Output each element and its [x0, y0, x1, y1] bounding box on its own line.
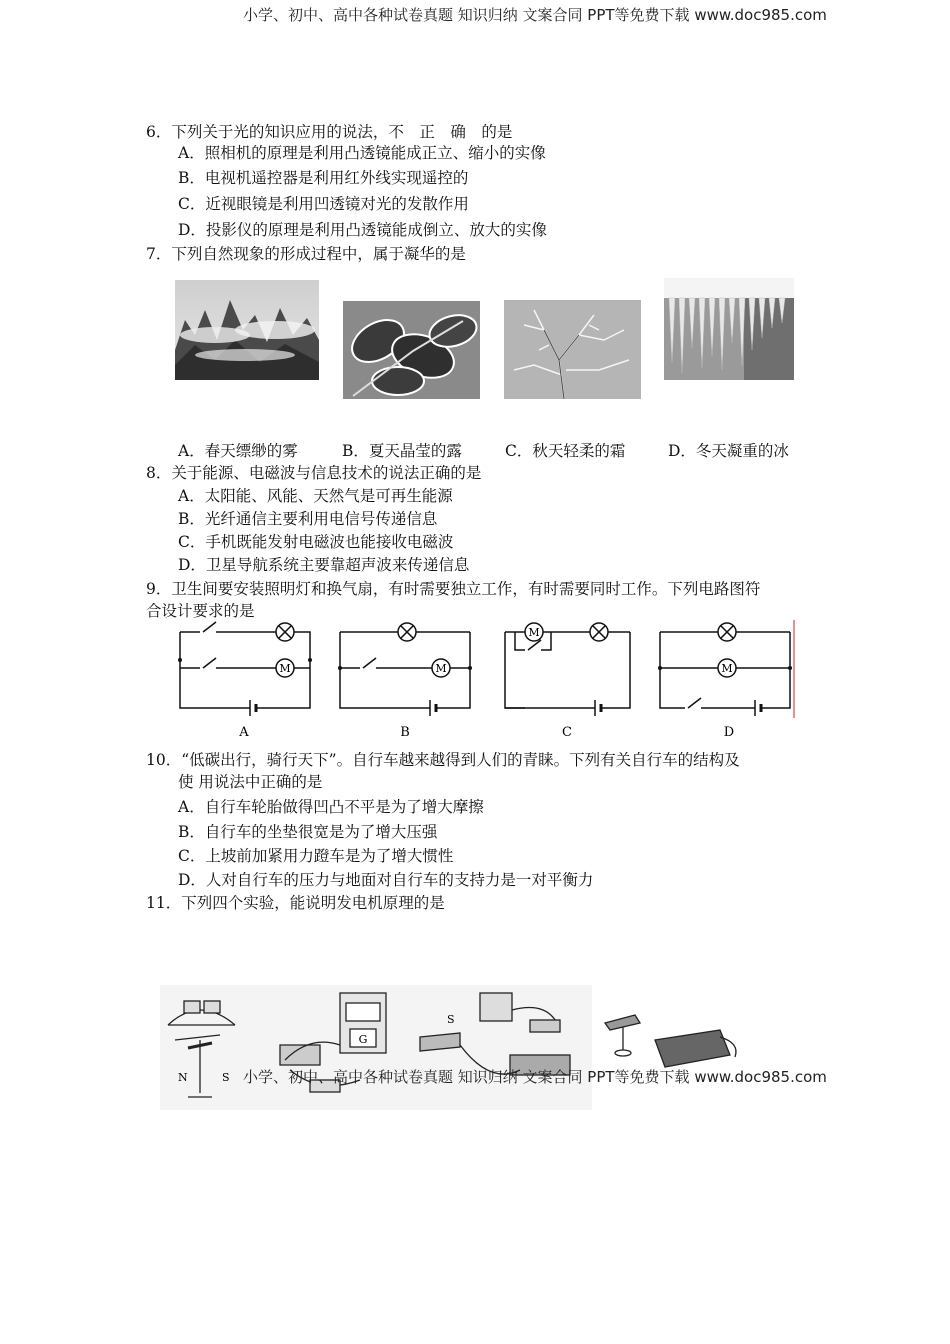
- question-9-stem-line2: 合设计要求的是: [146, 602, 255, 620]
- question-10-stem-line1: 10．“低碳出行，骑行天下”。自行车越来越得到人们的青睐。下列有关自行车的结构及: [146, 751, 740, 769]
- frost-branches-photo: [504, 300, 641, 399]
- question-10-option-d: D．人对自行车的压力与地面对自行车的支持力是一对平衡力: [178, 871, 594, 889]
- question-11-stem: 11．下列四个实验，能说明发电机原理的是: [146, 894, 445, 912]
- question-6-option-a: A．照相机的原理是利用凸透镜能成正立、缩小的实像: [178, 144, 546, 162]
- circuit-a-motor-label: M: [279, 662, 291, 675]
- icicles-photo: [664, 278, 794, 380]
- circuit-c: [505, 623, 630, 716]
- page-footer: 小学、初中、高中各种试卷真题 知识归纳 文案合同 PPT等免费下载 www.doc985.com: [243, 1068, 827, 1086]
- experiment-label-g: G: [358, 1033, 368, 1046]
- magnet-pinwheel-experiment: [605, 1015, 736, 1067]
- question-7-option-a: A．春天缥缈的雾: [178, 442, 298, 460]
- experiment-label-s2: S: [447, 1013, 455, 1026]
- question-8-stem: 8．关于能源、电磁波与信息技术的说法正确的是: [146, 464, 482, 482]
- question-9-stem-line1: 9．卫生间要安装照明灯和换气扇，有时需要独立工作，有时需要同时工作。下列电路图符: [146, 580, 761, 598]
- question-6-option-d: D．投影仪的原理是利用凸透镜能成倒立、放大的实像: [178, 221, 547, 239]
- circuit-label-b: B: [400, 725, 410, 740]
- circuit-b-motor-label: M: [435, 662, 447, 675]
- question-7-option-b: B．夏天晶莹的露: [342, 442, 462, 460]
- question-8-option-d: D．卫星导航系统主要靠超声波来传递信息: [178, 556, 470, 574]
- question-7-option-d: D．冬天凝重的冰: [668, 442, 789, 460]
- question-8-option-a: A．太阳能、风能、天然气是可再生能源: [178, 487, 453, 505]
- question-7-stem: 7．下列自然现象的形成过程中，属于凝华的是: [146, 245, 466, 263]
- circuit-label-d: D: [723, 725, 735, 740]
- question-6-stem: 6．下列关于光的知识应用的说法，不 正 确 的是: [146, 123, 513, 141]
- circuit-label-a: A: [239, 725, 249, 740]
- question-10-stem-line2: 使 用说法中正确的是: [178, 773, 323, 791]
- fog-photo: [175, 280, 319, 380]
- question-8-option-b: B．光纤通信主要利用电信号传递信息: [178, 510, 438, 528]
- question-7-option-c: C．秋天轻柔的霜: [505, 442, 626, 460]
- question-8-option-c: C．手机既能发射电磁波也能接收电磁波: [178, 533, 454, 551]
- circuit-b: [340, 623, 470, 716]
- question-10-option-a: A．自行车轮胎做得凹凸不平是为了增大摩擦: [178, 798, 484, 816]
- question-10-option-b: B．自行车的坐垫很宽是为了增大压强: [178, 823, 438, 841]
- experiment-label-s: S: [222, 1071, 230, 1084]
- dew-leaves-photo: [343, 301, 480, 399]
- question-10-option-c: C．上坡前加紧用力蹬车是为了增大惯性: [178, 847, 454, 865]
- experiments-figure: [160, 985, 760, 1110]
- experiment-label-n: N: [178, 1071, 188, 1084]
- circuit-d-motor-label: M: [721, 662, 733, 675]
- circuit-label-c: C: [562, 725, 572, 740]
- page-header: 小学、初中、高中各种试卷真题 知识归纳 文案合同 PPT等免费下载 www.doc985.com: [243, 6, 827, 24]
- question-6-option-b: B．电视机遥控器是利用红外线实现遥控的: [178, 169, 469, 187]
- circuit-diagrams: [170, 620, 810, 745]
- circuit-c-motor-label: M: [528, 626, 540, 639]
- question-6-option-c: C．近视眼镜是利用凹透镜对光的发散作用: [178, 195, 469, 213]
